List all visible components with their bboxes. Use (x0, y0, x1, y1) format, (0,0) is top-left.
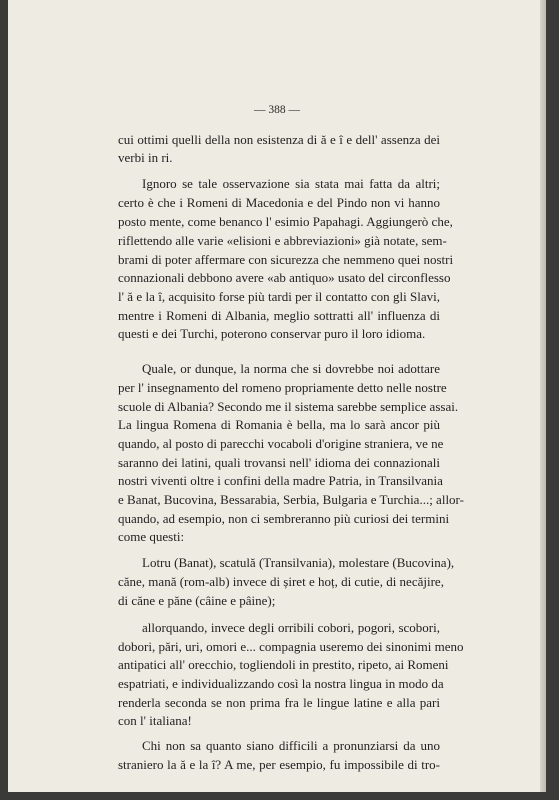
text-line: come questi: (118, 529, 185, 544)
text-line: posto mente, come benanco l' esimio Papahagi. Aggiungerò che, (118, 214, 453, 229)
text-line: espatriati, e individualizzando così la nostra lingua in modo da (118, 676, 444, 691)
text-line: di căne e păne (câine e pâine); (118, 593, 276, 608)
text-line: cui ottimi quelli della non esistenza di ă e î e dell' assenza dei (118, 132, 440, 147)
text-line: quando, ad esempio, non ci sembreranno più curiosi dei termini (118, 511, 450, 526)
text-line: Chi non sa quanto siano difficili a pronunziarsi da uno (142, 738, 440, 753)
text-line: antipatici all' orecchio, togliendoli in prestito, ripeto, ai Romeni (118, 657, 449, 672)
text-line: straniero la ă e la î? A me, per esempio, fu impossibile di tro- (118, 757, 440, 772)
text-line: saranno dei latini, quali trovansi nell' idioma dei connazionali (118, 455, 440, 470)
page-number: — 388 — (254, 104, 300, 116)
text-line: brami di poter affermare con sicurezza che nemmeno quei nostri (118, 252, 454, 267)
text-line: Ignoro se tale osservazione sia stata mai fatta da altri; (142, 176, 440, 191)
text-line: l' ă e la î, acquisito forse più tardi per il contatto con gli Slavi, (118, 289, 440, 304)
text-line: connazionali debbono avere «ab antiquo» usato del circonflesso (118, 270, 451, 285)
text-line: per l' insegnamento del romeno propriamente detto nelle nostre (118, 380, 447, 395)
text-line: nostri viventi oltre i confini della madre Patria, in Transilvania (118, 473, 443, 488)
book-page (8, 0, 546, 792)
text-line: verbi in ri. (118, 150, 173, 165)
text-line: Quale, or dunque, la norma che si dovrebbe noi adottare (142, 361, 440, 376)
page-gutter (540, 0, 546, 792)
text-line: scuole di Albania? Secondo me il sistema sarebbe semplice assai. (118, 399, 459, 414)
text-line: e Banat, Bucovina, Bessarabia, Serbia, Bulgaria e Turchia...; allor- (118, 492, 464, 507)
text-line: dobori, pări, uri, omori e... compagnia useremo dei sinonimi meno (118, 639, 464, 654)
text-line: con l' italiana! (118, 713, 192, 728)
text-line: certo è che i Romeni di Macedonia e del Pindo non vi hanno (118, 195, 440, 210)
text-line: Lotru (Banat), scatulă (Transilvania), molestare (Bucovina), (142, 555, 455, 570)
text-line: riflettendo alle varie «elisioni e abbreviazioni» già notate, sem- (118, 233, 447, 248)
text-line: allorquando, invece degli orribili cobori, pogori, scobori, (142, 620, 440, 635)
text-line: questi e dei Turchi, poterono conservar puro il loro idioma. (118, 326, 426, 341)
text-line: mentre i Romeni di Albania, meglio sottratti all' influenza di (118, 308, 440, 323)
text-line: renderla seconda se non prima fra le lingue latine e alla pari (118, 695, 440, 710)
text-line: quando, al posto di parecchi vocaboli d'origine straniera, ve ne (118, 436, 444, 451)
text-line: căne, mană (rom-alb) invece di șiret e hoț, di cutie, di necăjire, (118, 574, 444, 589)
text-line: La lingua Romena di Romania è bella, ma lo sarà ancor più (118, 417, 440, 432)
